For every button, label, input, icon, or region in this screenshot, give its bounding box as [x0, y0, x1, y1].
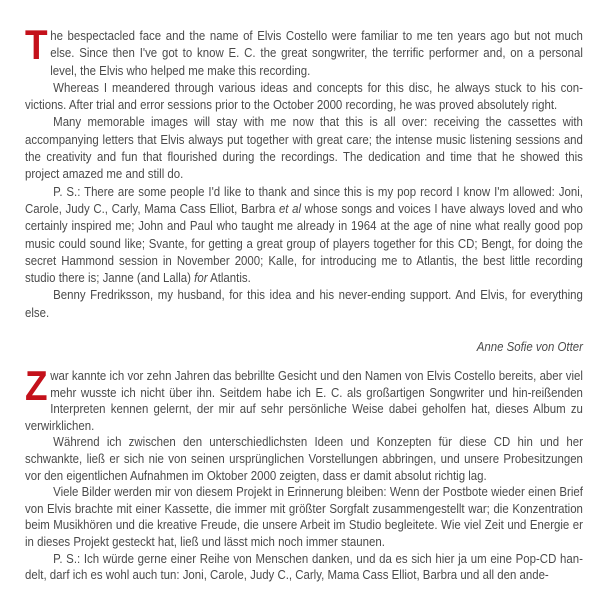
- paragraph: Zwar kannte ich vor zehn Jahren das bebrillte Gesicht und den Namen von Elvis Costello bereits, aber viel mehr wusste ich nicht über ihn. Seitdem habe ich E. C. als großartigen Songwriter und hin-reißenden Interpreten kennen gelernt, der mir auf sehr persönliche Weise dabei geholfen hat, dieses Album zu verwirklichen.: [25, 362, 583, 433]
- paragraph: Whereas I meandered through various ideas and concepts for this disc, he always stuck to his con-victions. After trial and error sessions prior to the October 2000 recording, he was proved absolutely right.: [25, 79, 583, 113]
- paragraph: The bespectacled face and the name of Elvis Costello were familiar to me ten years ago but not much else. Since then I've got to know E. C. the great songwriter, the terrific performer and, on a personal level, the Elvis who helped me make this recording.: [25, 21, 583, 78]
- paragraph: Benny Fredriksson, my husband, for this idea and his never-ending support. And Elvis, for everything else.: [25, 287, 583, 320]
- paragraph: Viele Bilder werden mir von diesem Projekt in Erinnerung bleiben: Wenn der Postbote wieder einen Brief von Elvis brachte mit einer Kassette, die immer mit größter Sorgfalt zusammengestellt war; die Konzentration beim Musikhören und die kreative Freude, die unsere Arbeit im Studio begleitete. Wie viel Zeit und Energie er in dieses Projekt gesteckt hat, ließ und lässt mich noch immer staunen.: [25, 484, 583, 549]
- drop-cap: T: [25, 21, 48, 68]
- paragraph: P. S.: There are some people I'd like to thank and since this is my pop record I know I'm allowed: Joni, Carole, Judy C., Carly, Mama Cass Elliot, Barbra et al whose songs and voices I have always loved and who certainly inspired me; John and Paul who taught me already in 1964 at the age of nine what really good pop music could sound like; Svante, for getting a great group of players together for this CD; Bengt, for doing the secret Hammond session in November 2000; Kalle, for introducing me to Atlantis, the best little recording studio there is; Janne (and Lalla) for Atlantis.: [25, 183, 583, 286]
- paragraph: P. S.: Ich würde gerne einer Reihe von Menschen danken, und da es sich hier ja um eine Pop-CD han-delt, darf ich es wohl auch tun: Joni, Carole, Judy C., Carly, Mama Cass Elliot, Barbra und all den ande-: [25, 550, 583, 583]
- paragraph: Many memorable images will stay with me now that this is all over: receiving the cassettes with accompanying letters that Elvis always put together with great care; the intense music listening sessions and the creativity and fun that flourished during the recordings. The dedication and time that he showed this project amazed me and still do.: [25, 114, 583, 182]
- paragraph: Während ich zwischen den unterschiedlichsten Ideen und Konzepten für diese CD hin und her schwankte, ließ er sich nie von seinen ursprünglichen Vorstellungen abbringen, und unsere Probesitzungen vor den eigentlichen Aufnahmen im Oktober 2000 zeigten, dass er damit absolut richtig lag.: [25, 434, 583, 483]
- drop-cap: Z: [25, 362, 48, 409]
- english-text: [25, 21, 583, 355]
- german-text: [25, 362, 583, 584]
- signature: Anne Sofie von Otter: [476, 339, 583, 355]
